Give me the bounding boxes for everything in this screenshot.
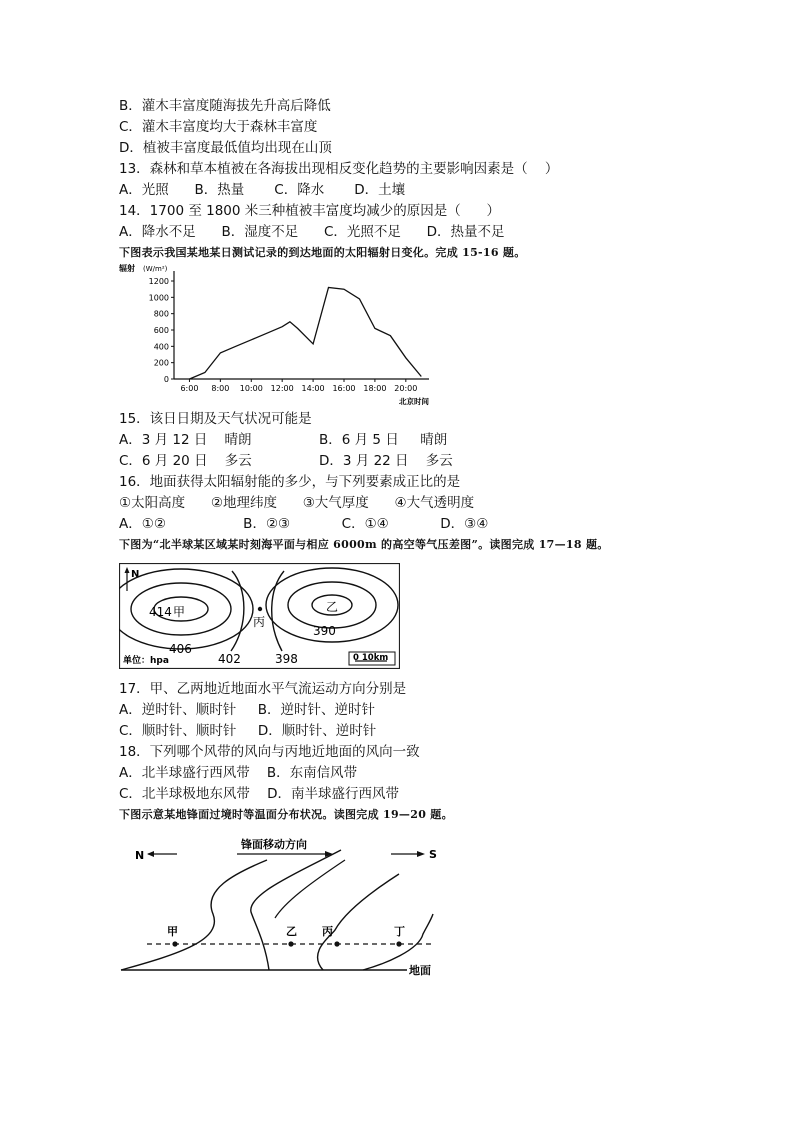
radiation-chart — [119, 262, 439, 407]
value-390: 390 — [313, 624, 336, 638]
x-tick-label: 14:00 — [301, 384, 325, 393]
scale-label: 0 10km — [353, 653, 389, 663]
question-14-options: A．降水不足 B．湿度不足 C．光照不足 D．热量不足 — [119, 224, 505, 240]
point-ding: 丁 — [394, 925, 405, 938]
y-tick-label: 1000 — [148, 293, 169, 303]
question-18: 18．下列哪个风带的风向与丙地近地面的风向一致 — [119, 744, 420, 760]
y-axis-label: 辐射 — [119, 264, 135, 273]
option-b-line: B．灌木丰富度随海拔先升高后降低 — [119, 98, 331, 114]
value-414: 414 — [149, 605, 172, 619]
figure-caption-1: 下图表示我国某地某日测试记录的到达地面的太阳辐射日变化。完成 15-16 题。 — [119, 246, 526, 259]
question-15-option-c: C．6 月 20 日 多云 — [119, 453, 252, 469]
front-diagram — [119, 832, 449, 978]
radiation-series-line — [190, 288, 422, 380]
point-bing: 丙 — [322, 925, 333, 938]
point-yi: 乙 — [286, 925, 297, 938]
ground-label: 地面 — [409, 964, 431, 977]
south-label: S — [429, 848, 437, 861]
value-402: 402 — [218, 652, 241, 666]
point-jia: 甲 — [173, 605, 186, 619]
point-jia: 甲 — [167, 925, 178, 938]
north-label: N — [131, 569, 140, 580]
question-13: 13．森林和草本植被在各海拔出现相反变化趋势的主要影响因素是（ ） — [119, 161, 559, 177]
x-tick-label: 16:00 — [332, 384, 356, 393]
y-axis-unit: (W/m²) — [143, 265, 168, 273]
direction-label: 锋面移动方向 — [241, 838, 307, 851]
question-18-options-ab: A．北半球盛行西风带 B．东南信风带 — [119, 765, 358, 781]
point-bing: 丙 — [253, 615, 266, 629]
figure-caption-3: 下图示意某地锋面过境时等温面分布状况。读图完成 19—20 题。 — [119, 808, 453, 821]
north-label: N — [135, 849, 145, 862]
x-tick-label: 8:00 — [211, 384, 230, 393]
value-398: 398 — [275, 652, 298, 666]
x-tick-label: 6:00 — [180, 384, 199, 393]
question-15: 15．该日日期及天气状况可能是 — [119, 411, 312, 427]
question-14: 14．1700 至 1800 米三种植被丰富度均减少的原因是（ ） — [119, 203, 501, 219]
option-d-line: D．植被丰富度最低值均出现在山顶 — [119, 140, 332, 156]
option-c-line: C．灌木丰富度均大于森林丰富度 — [119, 119, 318, 135]
y-tick-label: 800 — [153, 309, 169, 319]
question-16-items: ①太阳高度 ②地理纬度 ③大气厚度 ④大气透明度 — [119, 495, 475, 511]
question-17-options-cd: C．顺时针、顺时针 D．顺时针、逆时针 — [119, 723, 377, 739]
y-tick-label: 200 — [153, 358, 169, 368]
question-15-option-a: A．3 月 12 日 晴朗 — [119, 432, 252, 448]
question-15-option-d: D．3 月 22 日 多云 — [319, 453, 453, 469]
y-tick-label: 0 — [163, 375, 169, 384]
question-17-options-ab: A．逆时针、顺时针 B．逆时针、逆时针 — [119, 702, 375, 718]
x-tick-label: 18:00 — [363, 384, 387, 393]
question-16: 16．地面获得太阳辐射能的多少，与下列要素成正比的是 — [119, 474, 461, 490]
y-tick-label: 600 — [153, 326, 169, 335]
y-tick-label: 400 — [153, 342, 169, 352]
point-yi: 乙 — [326, 600, 339, 614]
figure-caption-2: 下图为“北半球某区域某时刻海平面与相应 6000m 的高空等气压差图”。读图完成 17—18 题。 — [119, 538, 609, 551]
unit-label: 单位：hpa — [123, 656, 169, 666]
question-15-option-b: B．6 月 5 日 晴朗 — [319, 432, 448, 448]
question-13-options: A．光照 B．热量 C．降水 D．土壤 — [119, 182, 406, 198]
y-tick-label: 1200 — [148, 277, 169, 286]
question-17: 17．甲、乙两地近地面水平气流运动方向分别是 — [119, 681, 407, 697]
isobar-map — [119, 563, 400, 669]
question-16-options: A．①② B．②③ C．①④ D．③④ — [119, 516, 489, 532]
x-axis-label: 北京时间 — [399, 397, 429, 406]
x-tick-label: 12:00 — [270, 384, 294, 393]
x-tick-label: 10:00 — [239, 384, 263, 393]
value-406: 406 — [169, 642, 192, 656]
question-18-options-cd: C．北半球极地东风带 D．南半球盛行西风带 — [119, 786, 399, 802]
x-tick-label: 20:00 — [394, 384, 418, 393]
